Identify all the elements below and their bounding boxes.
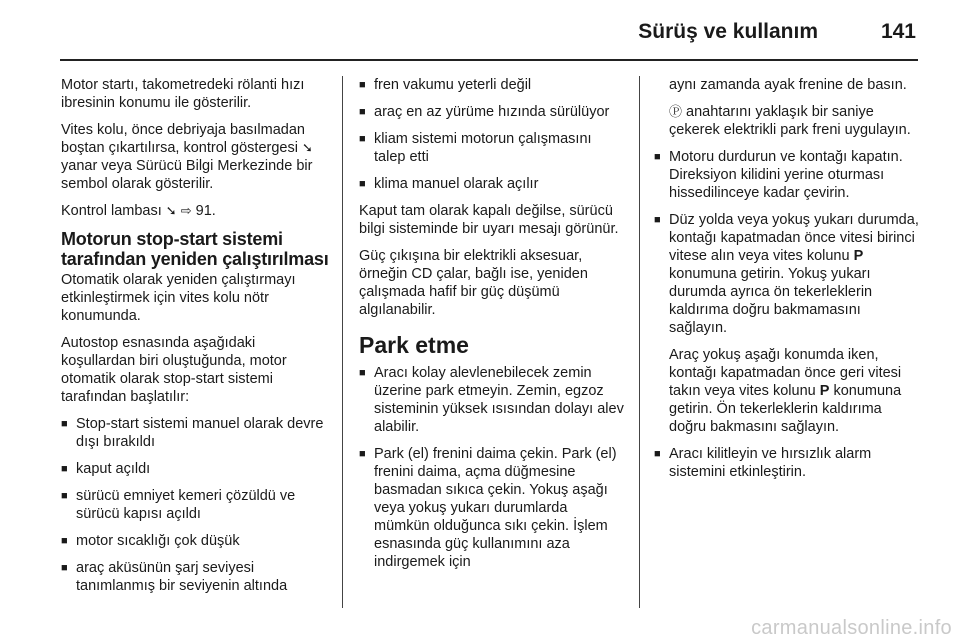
list-item: ■ motor sıcaklığı çok düşük — [61, 532, 333, 550]
list-item: ■ Stop-start sistemi manuel olarak devre dışı bırakıldı — [61, 415, 333, 451]
paragraph-text: Araç yokuş aşağı konumda iken, kontağı kapatmadan önce geri vitesi takın veya vites kolunu — [669, 347, 902, 399]
gear-p-label: P — [853, 248, 864, 264]
column-1 — [61, 76, 333, 604]
paragraph — [669, 103, 922, 139]
header-title: Sürüş ve kullanım — [638, 20, 818, 43]
paragraph: Motor startı, takometredeki rölanti hızı ibresinin konumu ile gösterilir. — [61, 77, 305, 111]
paragraph: Otomatik olarak yeniden çalıştırmayı etkinleştirmek için vites kolu nötr konumunda. — [61, 272, 296, 324]
header-rule — [60, 59, 918, 61]
bullet-list — [654, 445, 922, 481]
bullet-list — [654, 148, 922, 337]
list-item: ■ fren vakumu yeterli değil — [359, 76, 627, 94]
paragraph — [669, 346, 922, 436]
list-item: ■ kliam sistemi motorun çalışmasını talep etti — [359, 130, 627, 166]
paragraph: Güç çıkışına bir elektrikli aksesuar, örneğin CD çalar, bağlı ise, yeniden çalışmada hafif bir güç düşümü algılanabilir. — [359, 248, 588, 318]
list-item-text: Düz yolda veya yokuş yukarı durumda, kontağı kapatmadan önce vitesi birinci vitese alın veya vites kolunu — [669, 212, 919, 264]
watermark: carmanualsonline.info — [751, 617, 952, 639]
column-2 — [359, 76, 627, 580]
list-item: ■ araç en az yürüme hızında sürülüyor — [359, 103, 627, 121]
list-item: ■ araç aküsünün şarj seviyesi tanımlanmış bir seviyenin altında — [61, 559, 333, 595]
paragraph — [61, 121, 333, 193]
list-item: ■ Aracı kolay alevlenebilecek zemin üzerine park etmeyin. Zemin, egzoz sisteminin yüksek ısısından dolayı alev alabilir. — [359, 364, 627, 436]
gear-p-label: P — [819, 383, 830, 399]
list-item: ■ Park (el) frenini daima çekin. Park (el) frenini daima, açma düğmesine basmadan sıkıca çekin. Yokuş aşağı veya yokuş yukarı durumlarda mümkün olduğunca sıkı çekin. İşlem esnasında güç kullanımını aza indirgemek için — [359, 445, 627, 571]
paragraph — [61, 202, 333, 220]
section-heading: Motorun stop-start sistemi tarafından yeniden çalıştırılması — [61, 229, 329, 269]
page-reference: 91. — [195, 203, 216, 219]
parking-brake-icon: Ⓟ — [669, 104, 683, 119]
paragraph-text: konumuna getirin. Ön tekerleklerin kaldırıma doğru bakmasını sağlayın. — [669, 383, 902, 435]
list-item-text: konumuna getirin. Yokuş yukarı durumda ayrıca ön tekerleklerin kaldırıma doğru bakmamasını sağlayın. — [669, 266, 873, 336]
paragraph-text: yanar veya Sürücü Bilgi Merkezinde bir sembol olarak gösterilir. — [61, 158, 313, 192]
column-3 — [654, 76, 922, 490]
list-item: ■ Aracı kilitleyin ve hırsızlık alarm sistemini etkinleştirin. — [654, 445, 922, 481]
bullet-list — [359, 76, 627, 193]
paragraph: aynı zamanda ayak frenine de basın. — [669, 77, 907, 93]
paragraph: Kaput tam olarak kapalı değilse, sürücü bilgi sisteminde bir uyarı mesajı görünür. — [359, 203, 619, 237]
paragraph-text: Vites kolu, önce debriyaja basılmadan boştan çıkartılırsa, kontrol göstergesi — [61, 122, 305, 156]
paragraph-text: anahtarını yaklaşık bir saniye çekerek elektrikli park freni uygulayın. — [669, 104, 911, 138]
bullet-list — [359, 364, 627, 571]
list-item: ■ sürücü emniyet kemeri çözüldü ve sürücü kapısı açıldı — [61, 487, 333, 523]
paragraph: Autostop esnasında aşağıdaki koşullardan biri oluştuğunda, motor otomatik olarak stop-start sistemi tarafından başlatılır: — [61, 335, 287, 405]
list-item — [654, 211, 922, 337]
section-heading: Park etme — [359, 332, 469, 358]
column-separator-2 — [639, 76, 640, 608]
paragraph-text: Kontrol lambası — [61, 203, 162, 219]
column-separator-1 — [342, 76, 343, 608]
page-reference-icon: ⇨ — [180, 203, 192, 218]
shift-indicator-icon: ➘ — [165, 203, 177, 218]
page-number: 141 — [880, 20, 916, 43]
shift-indicator-icon: ➘ — [301, 140, 313, 155]
list-item: ■ kaput açıldı — [61, 460, 333, 478]
list-item: ■ klima manuel olarak açılır — [359, 175, 627, 193]
list-item: ■ Motoru durdurun ve kontağı kapatın. Direksiyon kilidini yerine oturması hissedilinceye kadar çevirin. — [654, 148, 922, 202]
bullet-list — [61, 415, 333, 595]
